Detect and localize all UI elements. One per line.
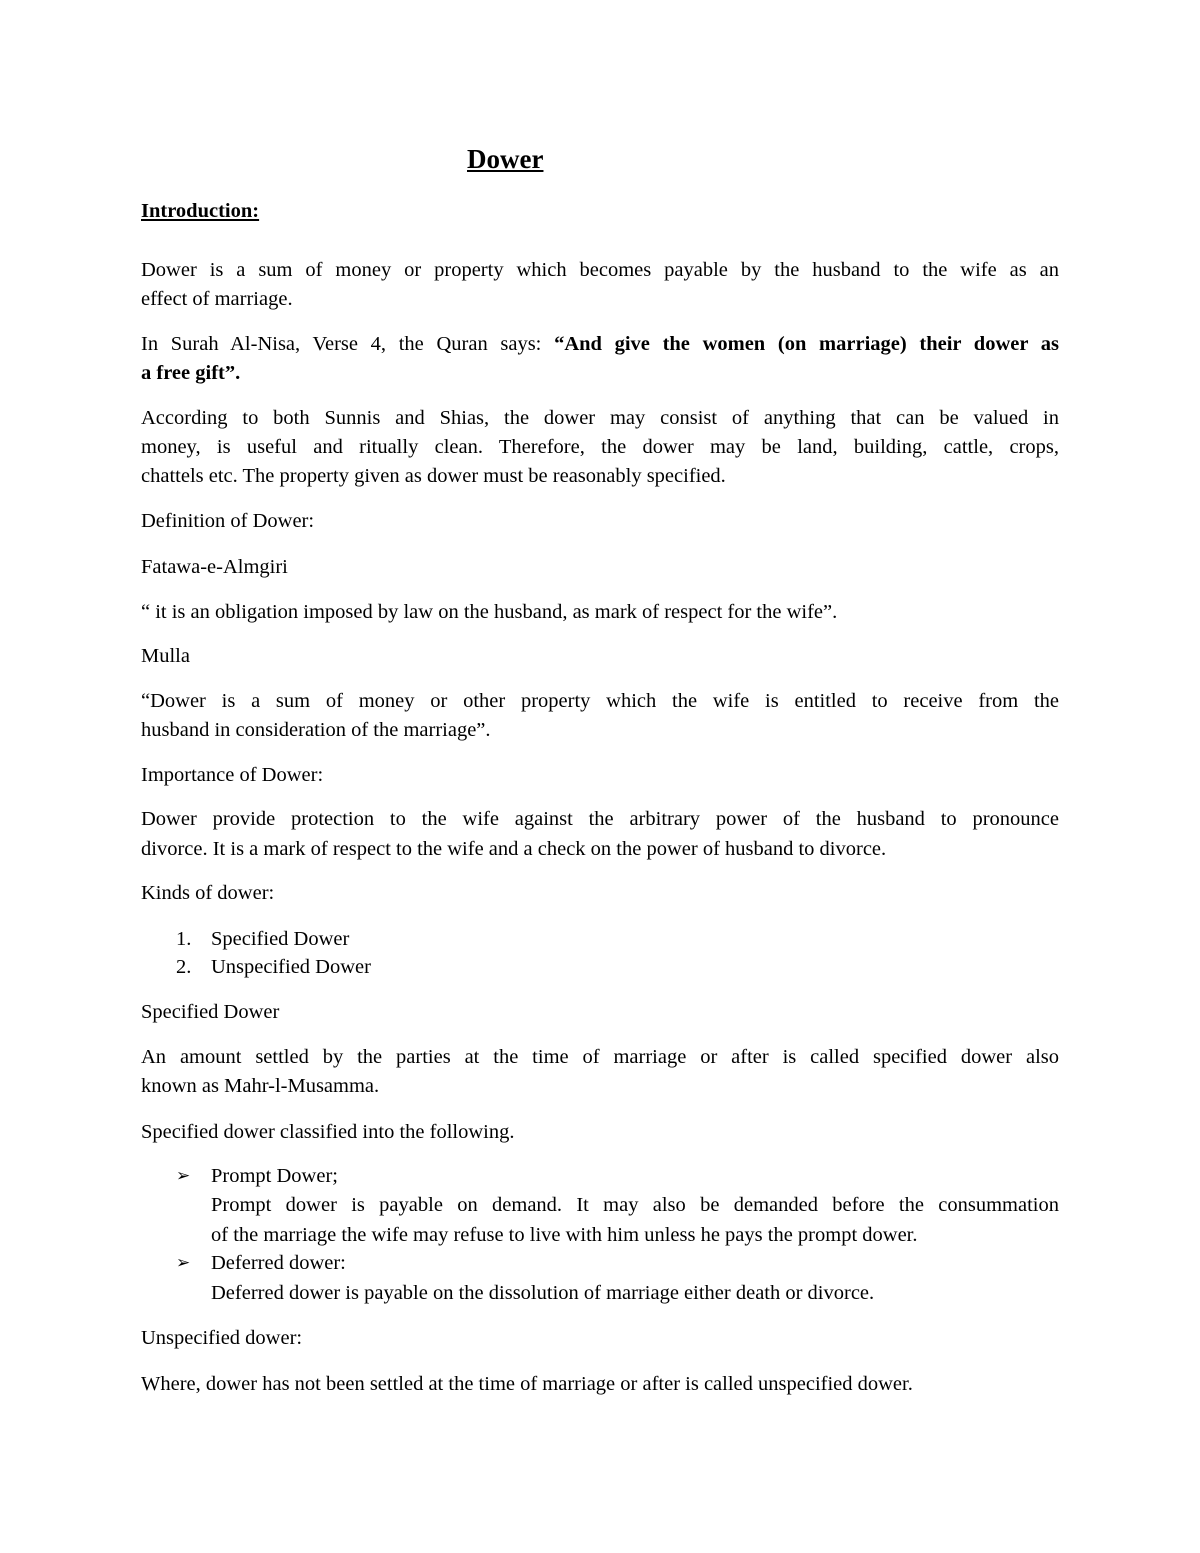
- kinds-item-2-number: 2.: [176, 956, 192, 978]
- quran-line-1: [141, 334, 1059, 355]
- unspecified-line-1: Where, dower has not been settled at the time of marriage or after is called unspecified dower.: [141, 1373, 913, 1395]
- deferred-title: Deferred dower:: [211, 1252, 346, 1274]
- sunni-line-3: chattels etc. The property given as dower must be reasonably specified.: [141, 465, 726, 487]
- intro-line-2: effect of marriage.: [141, 288, 293, 310]
- specified-heading: Specified Dower: [141, 1001, 280, 1023]
- specified-line-1: An amount settled by the parties at the time of marriage or after is called specified dower also: [141, 1046, 1059, 1068]
- definition-heading: Definition of Dower:: [141, 510, 315, 532]
- sunni-line-2: money, is useful and ritually clean. Therefore, the dower may be land, building, cattle, crops,: [141, 436, 1059, 458]
- intro-line-1: Dower is a sum of money or property which becomes payable by the husband to the wife as an: [141, 259, 1059, 281]
- mulla-quote-line-2: husband in consideration of the marriage”.: [141, 719, 491, 741]
- importance-line-1: Dower provide protection to the wife against the arbitrary power of the husband to pronounce: [141, 808, 1059, 830]
- specified-line-2: known as Mahr-l-Musamma.: [141, 1075, 380, 1097]
- quran-quote-start: “And give the women (on marriage) their dower as: [554, 333, 1059, 355]
- arrow-bullet-icon: ➢: [176, 1166, 191, 1186]
- unspecified-heading: Unspecified dower:: [141, 1327, 303, 1349]
- arrow-bullet-icon: ➢: [176, 1253, 191, 1273]
- intro-heading: Introduction:: [141, 200, 260, 222]
- prompt-line-2: of the marriage the wife may refuse to live with him unless he pays the prompt dower.: [211, 1224, 918, 1246]
- importance-line-2: divorce. It is a mark of respect to the wife and a check on the power of husband to divorce.: [141, 838, 887, 860]
- kinds-item-1-number: 1.: [176, 928, 192, 950]
- mulla-name: Mulla: [141, 645, 190, 667]
- kinds-heading: Kinds of dower:: [141, 882, 275, 904]
- fatawa-name: Fatawa-e-Almgiri: [141, 556, 288, 578]
- deferred-line-1: Deferred dower is payable on the dissolution of marriage either death or divorce.: [211, 1282, 875, 1304]
- importance-heading: Importance of Dower:: [141, 764, 324, 786]
- prompt-line-1: Prompt dower is payable on demand. It may also be demanded before the consummation: [211, 1194, 1059, 1216]
- mulla-quote-line-1: “Dower is a sum of money or other property which the wife is entitled to receive from the: [141, 690, 1059, 712]
- kinds-item-2-label: Unspecified Dower: [211, 956, 371, 978]
- sunni-line-1: According to both Sunnis and Shias, the dower may consist of anything that can be valued in: [141, 407, 1059, 429]
- quran-prefix: In Surah Al-Nisa, Verse 4, the Quran says:: [141, 333, 555, 355]
- classified-text: Specified dower classified into the following.: [141, 1121, 515, 1143]
- quran-quote-end: a free gift”.: [141, 362, 241, 384]
- prompt-title: Prompt Dower;: [211, 1165, 338, 1187]
- fatawa-quote: “ it is an obligation imposed by law on the husband, as mark of respect for the wife”.: [141, 601, 838, 623]
- kinds-item-1-label: Specified Dower: [211, 928, 350, 950]
- document-title: Dower: [467, 144, 544, 174]
